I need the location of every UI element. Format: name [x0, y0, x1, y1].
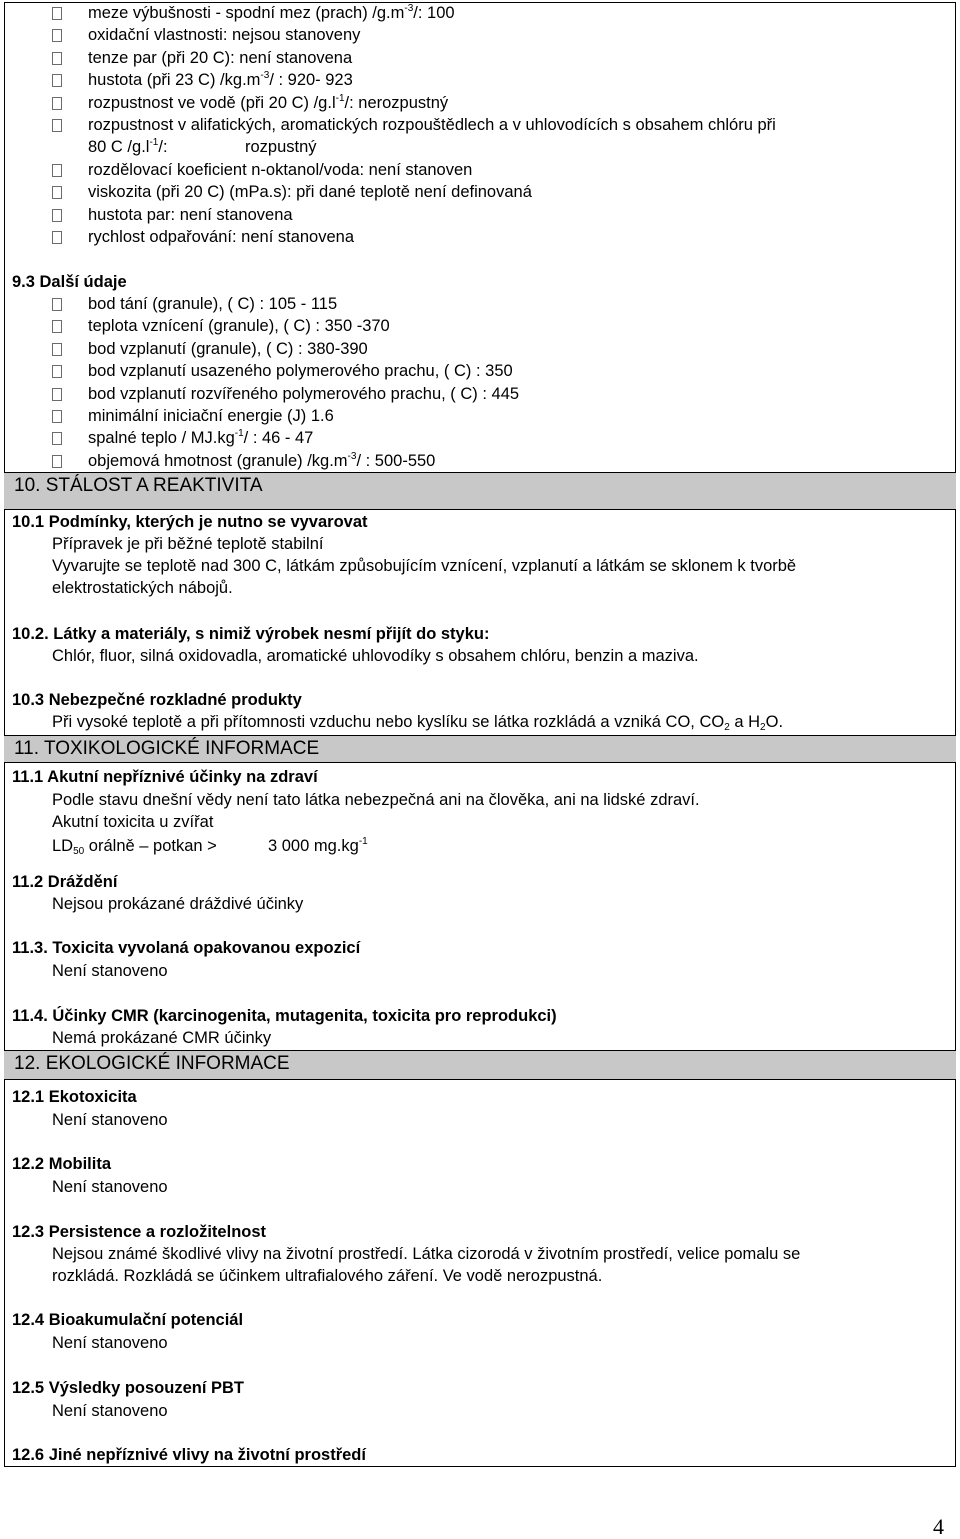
bullet-icon: [52, 209, 62, 222]
section-10-1-line1: Přípravek je při běžné teplotě stabilní: [52, 535, 324, 553]
section-10-3-text: Při vysoké teplotě a při přítomnosti vzduchu nebo kyslíku se látka rozkládá a vzniká CO, $CO_2$ a $H_2O$.: [52, 713, 784, 733]
list-item: bod tání (granule), ( C) : 105 - 115: [88, 295, 338, 313]
section-11-3-heading: 11.3. Toxicita vyvolaná opakovanou expozicí: [12, 939, 361, 957]
section-12-6-heading: 12.6 Jiné nepříznivé vlivy na životní prostředí: [12, 1446, 366, 1464]
bullet-icon: [52, 432, 62, 445]
ld50-line: $LD_{50}$ orálně – potkan >: [52, 837, 217, 857]
ld50-value: 3 000 $mg.kg^{-1}$: [268, 836, 368, 855]
list-item: oxidační vlastnosti: nejsou stanoveny: [88, 26, 361, 45]
section-12-2-heading: 12.2 Mobilita: [12, 1155, 112, 1173]
list-item: bod vzplanutí (granule), ( C) : 380-390: [88, 339, 368, 358]
list-item: rozpustnost ve vodě (při 20 C) $/g.l^{-1}/$: nerozpustný: [88, 92, 449, 112]
section-12-3-line2: rozkládá. Rozkládá se účinkem ultrafialového záření. Ve vodě nerozpustná.: [52, 1267, 603, 1285]
section-10-1-line2: Vyvarujte se teplotě nad 300 C, látkám způsobujícím vznícení, vzplanutí a látkám se sklonem k tvorbě: [52, 557, 797, 575]
section-11-3-text: Není stanoveno: [52, 962, 168, 980]
section-10-1-heading: 10.1 Podmínky, kterých je nutno se vyvarovat: [12, 513, 368, 531]
section-10-2-text: Chlór, fluor, silná oxidovadla, aromatické uhlovodíky s obsahem chlóru, benzin a maziva.: [52, 647, 699, 665]
list-item: objemová hmotnost (granule) $/kg.m^{-3}/$ : 500-550: [88, 450, 436, 470]
bullet-icon: [52, 119, 62, 132]
bullet-icon: [52, 29, 62, 42]
bullet-icon: [52, 298, 62, 311]
section-12-4-heading: 12.4 Bioakumulační potenciál: [12, 1311, 244, 1329]
section-10-band: [4, 472, 956, 510]
section-10-2-heading: 10.2. Látky a materiály, s nimiž výrobek nesmí přijít do styku:: [12, 625, 490, 643]
list-item: teplota vznícení (granule), ( C) : 350 -370: [88, 317, 390, 336]
section-12-3-heading: 12.3 Persistence a rozložitelnost: [12, 1223, 267, 1241]
section-12-title: 12. EKOLOGICKÉ INFORMACE: [14, 1053, 290, 1074]
section-12-band: [4, 1050, 956, 1080]
section-12-1-heading: 12.1 Ekotoxicita: [12, 1088, 137, 1106]
bullet-icon: [52, 97, 62, 110]
section-12-5-heading: 12.5 Výsledky posouzení PBT: [12, 1379, 244, 1397]
list-item: rozdělovací koeficient n-oktanol/voda: není stanoven: [88, 160, 473, 179]
bullet-icon: [52, 410, 62, 423]
bullet-icon: [52, 231, 62, 244]
list-item: spalné teplo / $MJ.kg^{-1}/$ : 46 - 47: [88, 428, 314, 448]
section-12-3-line1: Nejsou známé škodlivé vlivy na životní prostředí. Látka cizorodá v životním prostředí, velice pomalu se: [52, 1245, 801, 1263]
section-10-3-heading: 10.3 Nebezpečné rozkladné produkty: [12, 691, 302, 709]
section-11-1-line1: Podle stavu dnešní vědy není tato látka nebezpečná ani na člověka, ani na lidské zdraví.: [52, 791, 700, 809]
list-item: bod vzplanutí usazeného polymerového prachu, ( C) : 350: [88, 362, 513, 381]
list-item: meze výbušnosti - spodní mez (prach) $/g.m^{-3}/$: 100: [88, 3, 455, 22]
list-item: bod vzplanutí rozvířeného polymerového prachu, ( C) : 445: [88, 384, 520, 403]
bullet-icon: [52, 455, 62, 468]
bullet-icon: [52, 365, 62, 378]
section-12-4-text: Není stanoveno: [52, 1334, 168, 1352]
section-12-1-text: Není stanoveno: [52, 1111, 168, 1129]
section-11-band: [4, 735, 956, 763]
bullet-icon: [52, 164, 62, 177]
bullet-icon: [52, 320, 62, 333]
section-11-2-text: Nejsou prokázané dráždivé účinky: [52, 895, 304, 913]
section-12-2-text: Není stanoveno: [52, 1178, 168, 1196]
section-11-4-text: Nemá prokázané CMR účinky: [52, 1029, 272, 1047]
list-item: rozpustnost v alifatických, aromatických rozpouštědlech a v uhlovodících s obsahem chlóru při: [88, 116, 776, 134]
section-12-5-text: Není stanoveno: [52, 1402, 168, 1420]
bullet-icon: [52, 74, 62, 87]
section-11-title: 11. TOXIKOLOGICKÉ INFORMACE: [14, 738, 320, 759]
section-10-1-line3: elektrostatických nábojů.: [52, 579, 233, 597]
section-11-1-line2: Akutní toxicita u zvířat: [52, 813, 214, 831]
section-10-title: 10. STÁLOST A REAKTIVITA: [14, 475, 263, 496]
page-number: 4: [933, 1514, 944, 1539]
list-item: tenze par (při 20 C): není stanovena: [88, 48, 353, 67]
list-item: rychlost odpařování: není stanovena: [88, 228, 355, 246]
list-item-value: rozpustný: [245, 138, 317, 157]
list-item: hustota (při 23 C) $/kg.m^{-3}/$ : 920- 923: [88, 70, 353, 90]
bullet-icon: [52, 52, 62, 65]
bullet-icon: [52, 388, 62, 401]
section-11-1-heading: 11.1 Akutní nepříznivé účinky na zdraví: [12, 768, 318, 786]
list-item: minimální iniciační energie (J) 1.6: [88, 407, 334, 425]
section-9-3-heading: 9.3 Další údaje: [12, 273, 127, 291]
section-11-2-heading: 11.2 Dráždění: [12, 873, 118, 891]
list-item: hustota par: není stanovena: [88, 205, 293, 224]
bullet-icon: [52, 7, 62, 20]
bullet-icon: [52, 343, 62, 356]
list-item: 80 C $/g.l^{-1}/$:: [88, 137, 168, 157]
bullet-icon: [52, 186, 62, 199]
list-item: viskozita (při 20 C) (mPa.s): při dané teplotě není definovaná: [88, 183, 532, 202]
section-11-4-heading: 11.4. Účinky CMR (karcinogenita, mutagenita, toxicita pro reprodukci): [12, 1007, 557, 1025]
